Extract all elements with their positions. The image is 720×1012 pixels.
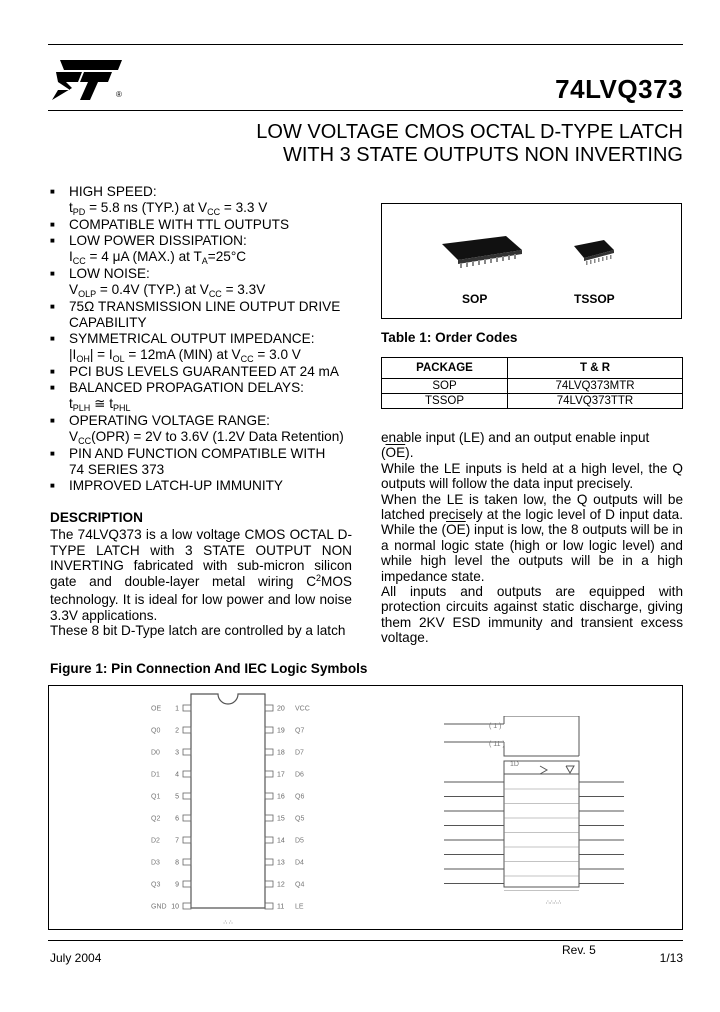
sop-label: SOP xyxy=(462,292,488,306)
footer-rule xyxy=(48,940,683,941)
table-header-row xyxy=(382,358,683,379)
pin-number: 20 xyxy=(277,705,285,713)
pin-number: 5 xyxy=(175,793,179,801)
table-row xyxy=(382,394,683,409)
feature-transmission-line: ■ 75Ω TRANSMISSION LINE OUTPUT DRIVE CAPABILITY xyxy=(50,299,341,330)
table-row xyxy=(382,379,683,394)
pin-number: 12 xyxy=(277,881,285,889)
pin-label: Q2 xyxy=(151,815,161,823)
table-cell: SOP xyxy=(382,379,508,394)
pin-label: GND xyxy=(151,903,167,911)
column-header-package: PACKAGE xyxy=(382,358,508,379)
pin-label: D0 xyxy=(151,749,160,757)
pin-right-6 xyxy=(265,815,273,821)
iec-logic-symbol xyxy=(444,716,639,906)
title-line-2: WITH 3 STATE OUTPUTS NON INVERTING xyxy=(282,144,683,166)
right-pins xyxy=(265,705,310,911)
bullet-icon: ■ xyxy=(50,334,55,343)
feature-pin-compatible: ■ PIN AND FUNCTION COMPATIBLE WITH 74 SERIES 373 xyxy=(50,446,326,477)
pin-label: Q4 xyxy=(295,881,305,889)
en-label: 1D xyxy=(510,761,519,768)
pin-number: 19 xyxy=(277,727,285,735)
pin-label: Q1 xyxy=(151,793,161,801)
figure-box xyxy=(48,685,683,930)
bullet-icon: ■ xyxy=(50,236,55,245)
feature-output-impedance: ■ SYMMETRICAL OUTPUT IMPEDANCE: $|I_{OH}| = I_{OL} = 12mA$ (MIN) at $V_{CC} = 3.0$ V xyxy=(50,331,315,364)
tssop-label: TSSOP xyxy=(574,292,615,306)
iec-caption-scribble: ∴∴∴∴ xyxy=(546,900,562,906)
sop-package-image xyxy=(434,234,526,270)
left-pins xyxy=(151,705,191,911)
feature-propagation: ■ BALANCED PROPAGATION DELAYS: $t_{PLH}$ ≅ $t_{PHL}$ xyxy=(50,380,304,413)
pin-number: 17 xyxy=(277,771,285,779)
oe-pin-scribble: ( 1 ) xyxy=(489,723,502,730)
pin-label: D2 xyxy=(151,837,160,845)
pin-right-8 xyxy=(265,859,273,865)
pin-label: D5 xyxy=(295,837,304,845)
bullet-icon: ■ xyxy=(50,302,55,311)
table-cell: TSSOP xyxy=(382,394,508,409)
pin-left-6 xyxy=(183,815,191,821)
bullet-icon: ■ xyxy=(50,269,55,278)
pin-label: D4 xyxy=(295,859,304,867)
pin-number: 3 xyxy=(175,749,179,757)
pin-number: 16 xyxy=(277,793,285,801)
pin-number: 1 xyxy=(175,705,179,713)
feature-low-noise: ■ LOW NOISE: $V_{OLP} = 0.4V$ (TYP.) at $V_{CC} = 3.3V$ xyxy=(50,266,266,299)
package-images-box xyxy=(381,203,682,319)
description-left: The 74LVQ373 is a low voltage CMOS OCTAL D-TYPE LATCH with 3 STATE OUTPUT NON INVERTING fabricated with sub-micron silicon gate and double-layer metal wiring $C^2MOS$ technology. It is ideal for low power and low noise 3.3V applications. These 8 bit D-Type latch are controlled by a latch xyxy=(50,527,352,639)
pin-number: 7 xyxy=(175,837,179,845)
part-number: 74LVQ373 xyxy=(555,74,683,104)
pin-label: D6 xyxy=(295,771,304,779)
pin-left-9 xyxy=(183,881,191,887)
pin-number: 4 xyxy=(175,771,179,779)
pin-label: Q5 xyxy=(295,815,305,823)
pin-number: 13 xyxy=(277,859,285,867)
pin-label: Q6 xyxy=(295,793,305,801)
pin-label: Q0 xyxy=(151,727,161,735)
feature-pci: ■ PCI BUS LEVELS GUARANTEED AT 24 mA xyxy=(50,364,339,379)
table-cell: 74LVQ373MTR xyxy=(508,379,683,394)
pin-number: 18 xyxy=(277,749,285,757)
bullet-icon: ■ xyxy=(50,449,55,458)
pin-right-4 xyxy=(265,771,273,777)
bullet-icon: ■ xyxy=(50,367,55,376)
column-header-tr: T & R xyxy=(508,358,683,379)
tssop-package-image xyxy=(570,236,618,268)
table-cell: 74LVQ373TTR xyxy=(508,394,683,409)
feature-ttl: ■ COMPATIBLE WITH TTL OUTPUTS xyxy=(50,217,290,232)
pin-label: D1 xyxy=(151,771,160,779)
iec-data-rows xyxy=(444,782,624,891)
feature-latch-up: ■ IMPROVED LATCH-UP IMMUNITY xyxy=(50,478,283,493)
revision: Rev. 5 xyxy=(562,943,596,957)
le-pin-scribble: ( 11 ) xyxy=(489,741,505,748)
description-heading: DESCRIPTION xyxy=(50,510,143,525)
bullet-icon: ■ xyxy=(50,220,55,229)
pin-right-1 xyxy=(265,705,273,711)
pin-label: LE xyxy=(295,903,304,911)
dip-caption-scribble: ∴ ∴ xyxy=(223,920,233,926)
top-rule xyxy=(48,44,683,45)
pin-number: 9 xyxy=(175,881,179,889)
footer-date: July 2004 xyxy=(50,951,102,965)
pin-label: VCC xyxy=(295,705,310,713)
header-rule xyxy=(48,110,683,111)
features-list xyxy=(50,184,365,494)
pin-left-2 xyxy=(183,727,191,733)
pin-number: 10 xyxy=(171,903,179,911)
bullet-icon: ■ xyxy=(50,383,55,392)
bullet-icon: ■ xyxy=(50,187,55,196)
pin-number: 6 xyxy=(175,815,179,823)
pin-label: OE xyxy=(151,705,162,713)
pin-left-3 xyxy=(183,749,191,755)
pin-right-10 xyxy=(265,903,273,909)
pin-number: 11 xyxy=(277,903,285,911)
pin-label: D3 xyxy=(151,859,160,867)
order-table-title: Table 1: Order Codes xyxy=(381,330,518,345)
page-title xyxy=(256,121,683,167)
pin-right-2 xyxy=(265,727,273,733)
pin-number: 15 xyxy=(277,815,285,823)
pin-left-10 xyxy=(183,903,191,909)
pin-label: Q7 xyxy=(295,727,305,735)
pin-right-5 xyxy=(265,793,273,799)
pin-number: 14 xyxy=(277,837,285,845)
feature-high-speed: ■ HIGH SPEED: $t_{PD} = 5.8$ ns (TYP.) at $V_{CC} = 3.3$ V xyxy=(50,184,268,217)
order-codes-table xyxy=(381,357,683,409)
pin-left-7 xyxy=(183,837,191,843)
description-right: enable input (LE) and an output enable input $(\overline{OE})$. While the LE inputs is held at a high level, the Q outputs will follow the data input precisely. When the LE is taken low, the Q outputs will be latched precisely at the logic level of D input data. While the $(\overline{OE})$ input is low, the 8 outputs will be in a normal logic state (high or low logic level) and while high level the outputs will be in a high impedance state. All inputs and outputs are equipped with protection circuits against static discharge, giving them 2KV ESD immunity and transient excess voltage. xyxy=(381,430,683,646)
feature-voltage-range: ■ OPERATING VOLTAGE RANGE: $V_{CC}(OPR) = 2V$ to 3.6V (1.2V Data Retention) xyxy=(50,413,344,446)
page-number: 1/13 xyxy=(659,951,683,965)
figure-title: Figure 1: Pin Connection And IEC Logic Symbols xyxy=(50,661,368,676)
title-line-1: LOW VOLTAGE CMOS OCTAL D-TYPE LATCH xyxy=(256,121,683,143)
pin-left-1 xyxy=(183,705,191,711)
pin-label: Q3 xyxy=(151,881,161,889)
pin-right-3 xyxy=(265,749,273,755)
pin-right-7 xyxy=(265,837,273,843)
bullet-icon: ■ xyxy=(50,416,55,425)
pin-number: 2 xyxy=(175,727,179,735)
feature-low-power: ■ LOW POWER DISSIPATION: $I_{CC} = 4$ μA (MAX.) at $T_A=25^\circ C$ xyxy=(50,233,247,266)
registered-mark: ® xyxy=(116,90,122,99)
pin-number: 8 xyxy=(175,859,179,867)
pin-left-8 xyxy=(183,859,191,865)
bullet-icon: ■ xyxy=(50,481,55,490)
dip-pinout-diagram xyxy=(145,686,325,931)
pin-left-5 xyxy=(183,793,191,799)
pin-right-9 xyxy=(265,881,273,887)
pin-left-4 xyxy=(183,771,191,777)
pin-label: D7 xyxy=(295,749,304,757)
st-logo xyxy=(52,56,126,102)
